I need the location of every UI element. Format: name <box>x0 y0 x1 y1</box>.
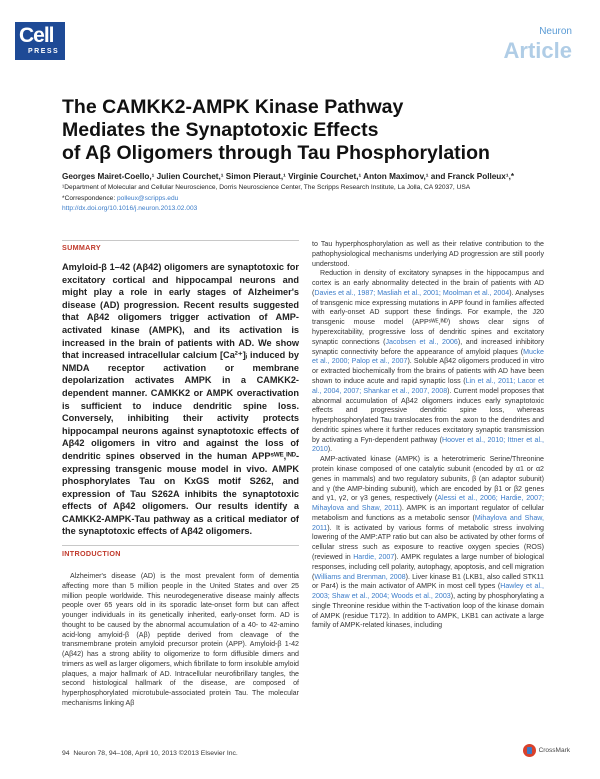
right-para-3 <box>312 455 544 631</box>
page-footer <box>62 750 238 757</box>
correspondence-email[interactable]: polleux@scripps.edu <box>117 195 179 202</box>
title-line-2: Mediates the Synaptotoxic Effects <box>62 119 379 141</box>
crossmark-icon <box>523 744 536 757</box>
text-run: ). <box>327 445 333 454</box>
text-run: ). It is activated by various forms of metabolic stress involving lowering of the AMP:ATP ratio but can also be activated by other forms of cellular stress such as exposure to reactive oxygen species (ROS) (reviewed in <box>312 523 544 561</box>
citation-link[interactable]: Alessi et al., 2006; Hardie, 2007; Mihaylova and Shaw, 2011 <box>312 494 544 513</box>
title-line-3: of Aβ Oligomers through Tau Phosphorylation <box>62 142 490 164</box>
citation-link[interactable]: Mucke et al., 2000; Palop et al., 2007 <box>312 347 544 366</box>
citation-link[interactable]: Mihaylova and Shaw, 2011 <box>312 513 544 532</box>
article-type: Article <box>503 38 572 63</box>
citation-link[interactable]: Jacobsen et al., 2006 <box>385 337 458 346</box>
affiliation: ¹Department of Molecular and Cellular Neuroscience, Dorris Neuroscience Center, The Scripps Research Institute, La Jolla, CA 92037, USA <box>62 184 471 191</box>
citation-link[interactable]: Davies et al., 1987; Masliah et al., 2001; Moolman et al., 2004 <box>314 288 510 297</box>
right-column <box>312 240 544 631</box>
correspondence <box>62 195 178 202</box>
text-run: ). Analyses of transgenic mice expressing mutations in APP found in families affected with early-onset AD support these findings. For example, the J20 transgenic mouse model (APPˢᵂᴱ,ᴵᴺᴰ) shows clear signs of hyperexcitability, progressive loss of dendritic spines and excitatory synaptic connections ( <box>312 288 545 346</box>
citation-link[interactable]: Lin et al., 2011; Lacor et al., 2004, 2007; Shankar et al., 2007, 2008 <box>312 376 544 395</box>
text-run: ). Liver kinase B1 (LKB1, also called STK11 or Par4) is the main activator of AMPK in most cell types ( <box>312 572 544 591</box>
text-run: ). AMPK is an important regulator of cellular metabolism and functions as a metabolic sensor ( <box>312 504 545 522</box>
text-run: ), acting by phosphorylating a single Threonine residue within the T-activation loop of the kinase domain of AMPK (residue T172). In addition to AMPK, LKB1 can activate a large family of AMPK-related kinases, including <box>312 592 544 630</box>
journal-name: Neuron <box>539 26 572 37</box>
author-list: Georges Mairet-Coello,¹ Julien Courchet,¹ Simon Pieraut,¹ Virginie Courchet,¹ Anton Maximov,¹ and Franck Polleux¹,* <box>62 172 515 181</box>
text-run: AMP-activated kinase (AMPK) is a heterotrimeric Serine/Threonine protein kinase composed of one catalytic subunit (encoded by α1 or α2 genes in mammals) and two regulatory subunits, β (an adaptor subunit) and γ (the AMP-binding subunit), which are encoded by β1 or β2 genes and γ1, γ2, or γ3 genes, respectively ( <box>312 455 544 503</box>
page-title <box>62 96 542 165</box>
journal-citation: Neuron 78, 94–108, April 10, 2013 ©2013 Elsevier Inc. <box>73 750 238 757</box>
cell-press-logo <box>15 22 65 60</box>
text-run: ), and increased inhibitory synaptic connectivity before the appearance of amyloid plaques ( <box>312 337 544 356</box>
summary-text: Amyloid-β 1–42 (Aβ42) oligomers are synaptotoxic for excitatory cortical and hippocampal neurons and might play a role in early stages of Alzheimer's disease (AD) progression. Recent results suggested that Aβ42 oligomers trigger activation of AMP-activated kinase (AMPK), and its activation is increased in the brain of patients with AD. We show that increased intracellular calcium [Ca²⁺]ᵢ induced by NMDA receptor activation or membrane depolarization activates AMPK in a CAMKK2-dependent manner. CAMKK2 or AMPK overactivation is sufficient to induce dendritic spine loss. Conversely, inhibiting their activity protects hippocampal neurons against synaptotoxic effects of Aβ42 oligomers in vitro and against the loss of dendritic spines observed in the human APPˢᵂᴱ,ᴵᴺᴰ-expressing transgenic mouse model in vivo. AMPK phosphorylates Tau on KxGS motif S262, and expression of Tau S262A inhibits the synaptotoxic effects of Aβ42 oligomers. Our results identify a CAMKK2-AMPK-Tau pathway as a critical mediator of the synaptotoxic effects of Aβ42 oligomers. <box>62 262 299 537</box>
summary-heading: SUMMARY <box>62 243 101 252</box>
text-run: Reduction in density of excitatory synapses in the hippocampus and cortex is an early abnormality detected in the brain of patients with AD ( <box>312 269 544 297</box>
text-run: ). Current model proposes that abnormal accumulation of Aβ42 oligomers induces early synaptotoxic effects and progressive dendritic spine loss, whereas hyperphosphorylated Tau translocates from the axon to the dendrites and dendritic spines where it further reduces excitatory synaptic transmission by activating a Fyn-dependent pathway ( <box>312 386 544 444</box>
title-line-1: The CAMKK2-AMPK Kinase Pathway <box>62 96 404 118</box>
intro-rule <box>62 545 299 546</box>
summary-body <box>62 261 299 538</box>
citation-link[interactable]: Hawley et al., 2003; Shaw et al., 2004; Woods et al., 2003 <box>312 582 544 601</box>
crossmark-label: CrossMark <box>538 747 570 754</box>
correspondence-label: *Correspondence: <box>62 195 116 202</box>
right-para-1: to Tau hyperphosphorylation as well as their relative contribution to the pathophysiological mechanisms underlying AD progression are still poorly understood. <box>312 240 544 268</box>
crossmark-badge[interactable] <box>523 744 570 757</box>
citation-link[interactable]: Williams and Brenman, 2008 <box>314 572 406 581</box>
summary-rule <box>62 240 299 241</box>
citation-link[interactable]: Hoover et al., 2010; Ittner et al., 2010 <box>312 435 545 454</box>
text-run: ). Soluble Aβ42 oligomers produced in vitro or extracted biochemically from the brains of patients with AD have been shown to induce acute and rapid synaptic loss ( <box>312 357 544 385</box>
logo-word: Cell <box>19 24 54 47</box>
page-number: 94 <box>62 750 70 757</box>
doi-link[interactable]: http://dx.doi.org/10.1016/j.neuron.2013.02.003 <box>62 205 198 212</box>
text-run: ). AMPK regulates a large number of biological responses, including cell polarity, autophagy, apoptosis, and cell migration ( <box>312 553 544 581</box>
right-para-2 <box>312 269 544 455</box>
logo-press: PRESS <box>28 48 60 55</box>
citation-link[interactable]: Hardie, 2007 <box>353 553 395 561</box>
intro-body <box>62 572 299 709</box>
intro-heading: INTRODUCTION <box>62 549 121 558</box>
intro-text: Alzheimer's disease (AD) is the most prevalent form of dementia affecting more than 5 million people in the United States and over 25 million people worldwide. This neurodegenerative disease mainly affects people over 65 years old in its sporadic late-onset form but can affect younger individuals in its genetically inherited, early-onset form. AD is thought to be caused by the abnormal accumulation of a 40- to 42-amino acid-long amyloid-β (Aβ) peptide derived from cleavage of the transmembrane protein amyloid precursor protein (APP). Amyloid-β 1-42 (Aβ42) has a strong ability to oligomerize to form diffusible dimers and trimers as well as larger oligomers, which fibrillate to form insoluble amyloid plaques, a major hallmark of AD. Intracellular neurofibrillary tangles, the second histological hallmark of the disease, are composed of hyperphosphorylated microtubule-associated protein Tau. The molecular mechanisms linking Aβ <box>62 572 299 707</box>
